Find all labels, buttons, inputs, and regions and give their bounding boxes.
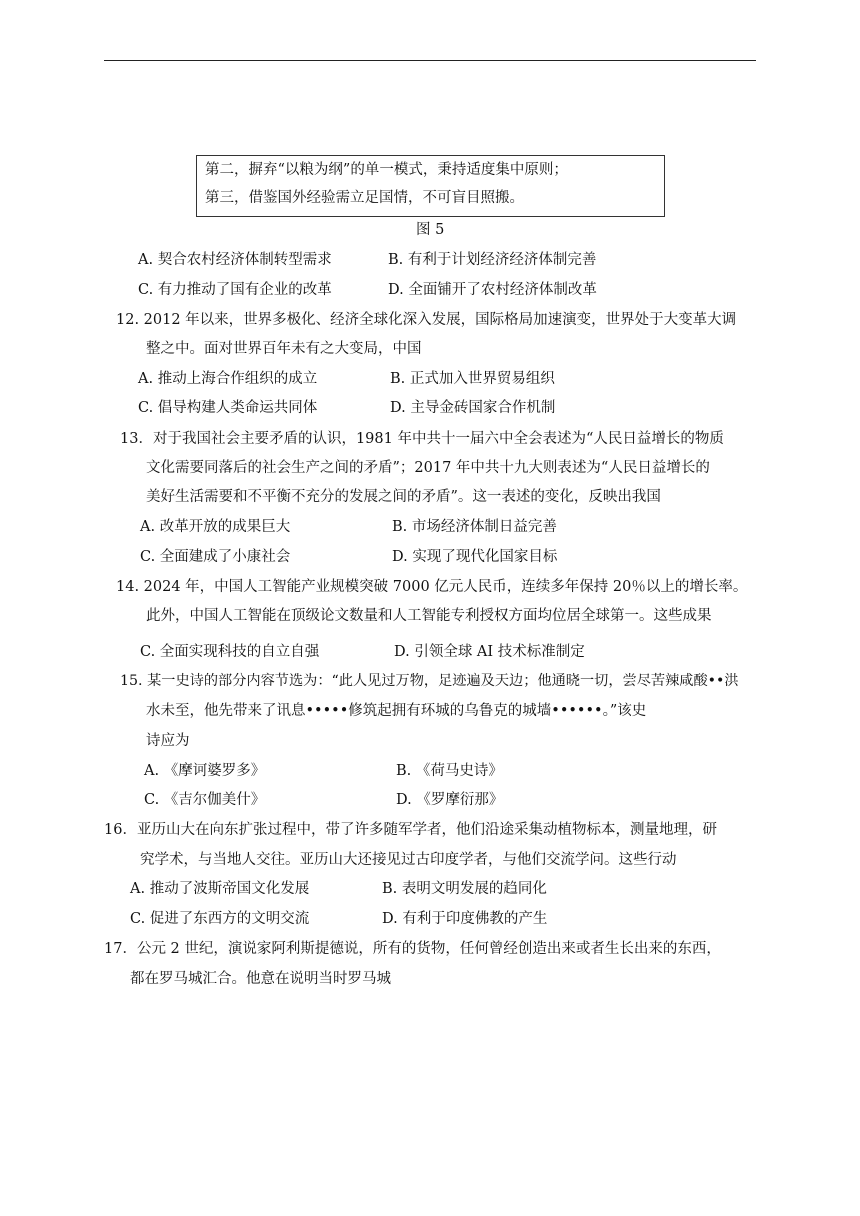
q15-stem-line-1: 15. 某一史诗的部分内容节选为：“此人见过万物，足迹遍及天边；他通晓一切，尝尽苦辣咸酸••洪 [120, 673, 739, 689]
q15-stem-line-2: 水未至，他先带来了讯息•••••修筑起拥有环城的乌鲁克的城墙••••••。”该史 [146, 703, 647, 719]
q15-option-d: D. 《罗摩衍那》 [396, 792, 504, 808]
q13-option-a: A. 改革开放的成果巨大 [140, 519, 291, 535]
q13-stem-line-2: 文化需要同落后的社会生产之间的矛盾”；2017 年中共十九大则表述为“人民日益增长的 [146, 460, 710, 476]
q13-option-c: C. 全面建成了小康社会 [140, 549, 291, 565]
q14-option-c: C. 全面实现科技的自立自强 [140, 644, 320, 660]
q14-option-d: D. 引领全球 AI 技术标准制定 [394, 644, 585, 660]
q17-stem-line-1: 17．公元 2 世纪，演说家阿利斯提德说，所有的货物，任何曾经创造出来或者生长出来的东西， [104, 941, 721, 957]
q17-stem-line-2: 都在罗马城汇合。他意在说明当时罗马城 [130, 971, 391, 987]
q12-stem-line-2: 整之中。面对世界百年未有之大变局，中国 [146, 341, 422, 357]
q14-stem-line-1: 14. 2024 年，中国人工智能产业规模突破 7000 亿元人民币，连续多年保持 20％以上的增长率。 [116, 579, 748, 595]
q16-option-b: B. 表明文明发展的趋同化 [382, 881, 547, 897]
q12-option-d: D. 主导金砖国家合作机制 [390, 400, 556, 416]
q12-stem-line-1: 12. 2012 年以来，世界多极化、经济全球化深入发展，国际格局加速演变，世界处于大变革大调 [116, 312, 737, 328]
q13-stem-line-3: 美好生活需要和不平衡不充分的发展之间的矛盾”。这一表述的变化，反映出我国 [146, 489, 661, 505]
q15-option-c: C. 《吉尔伽美什》 [144, 792, 266, 808]
q11-option-a: A. 契合农村经济体制转型需求 [138, 252, 332, 268]
q16-option-d: D. 有利于印度佛教的产生 [382, 911, 548, 927]
q11-option-d: D. 全面铺开了农村经济体制改革 [388, 282, 597, 298]
q15-option-b: B. 《荷马史诗》 [396, 763, 503, 779]
q13-option-d: D. 实现了现代化国家目标 [392, 549, 558, 565]
q11-option-b: B. 有利于计划经济经济体制完善 [388, 252, 597, 268]
header-rule [104, 60, 756, 61]
material-box [196, 155, 665, 217]
material-line-3: 第三，借鉴国外经验需立足国情，不可盲目照搬。 [205, 190, 524, 206]
q14-stem-line-2: 此外，中国人工智能在顶级论文数量和人工智能专利授权方面均位居全球第一。这些成果 [146, 608, 712, 624]
q16-stem-line-1: 16．亚历山大在向东扩张过程中，带了许多随军学者，他们沿途采集动植物标本，测量地理，研 [104, 822, 717, 838]
q12-option-a: A. 推动上海合作组织的成立 [138, 371, 318, 387]
q16-stem-line-2: 究学术，与当地人交往。亚历山大还接见过古印度学者，与他们交流学问。这些行动 [140, 852, 677, 868]
q12-option-c: C. 倡导构建人类命运共同体 [138, 400, 318, 416]
q11-option-c: C. 有力推动了国有企业的改革 [138, 282, 332, 298]
material-line-2: 第二，摒弃“以粮为纲”的单一模式，秉持适度集中原则； [205, 162, 568, 178]
q13-option-b: B. 市场经济体制日益完善 [392, 519, 557, 535]
figure-caption: 图 5 [416, 222, 445, 238]
q15-option-a: A. 《摩诃婆罗多》 [144, 763, 266, 779]
q16-option-c: C. 促进了东西方的文明交流 [130, 911, 310, 927]
q13-stem-line-1: 13．对于我国社会主要矛盾的认识，1981 年中共十一届六中全会表述为“人民日益增长的物质 [120, 431, 724, 447]
q16-option-a: A. 推动了波斯帝国文化发展 [130, 881, 310, 897]
q15-stem-line-3: 诗应为 [146, 733, 190, 749]
q12-option-b: B. 正式加入世界贸易组织 [390, 371, 555, 387]
